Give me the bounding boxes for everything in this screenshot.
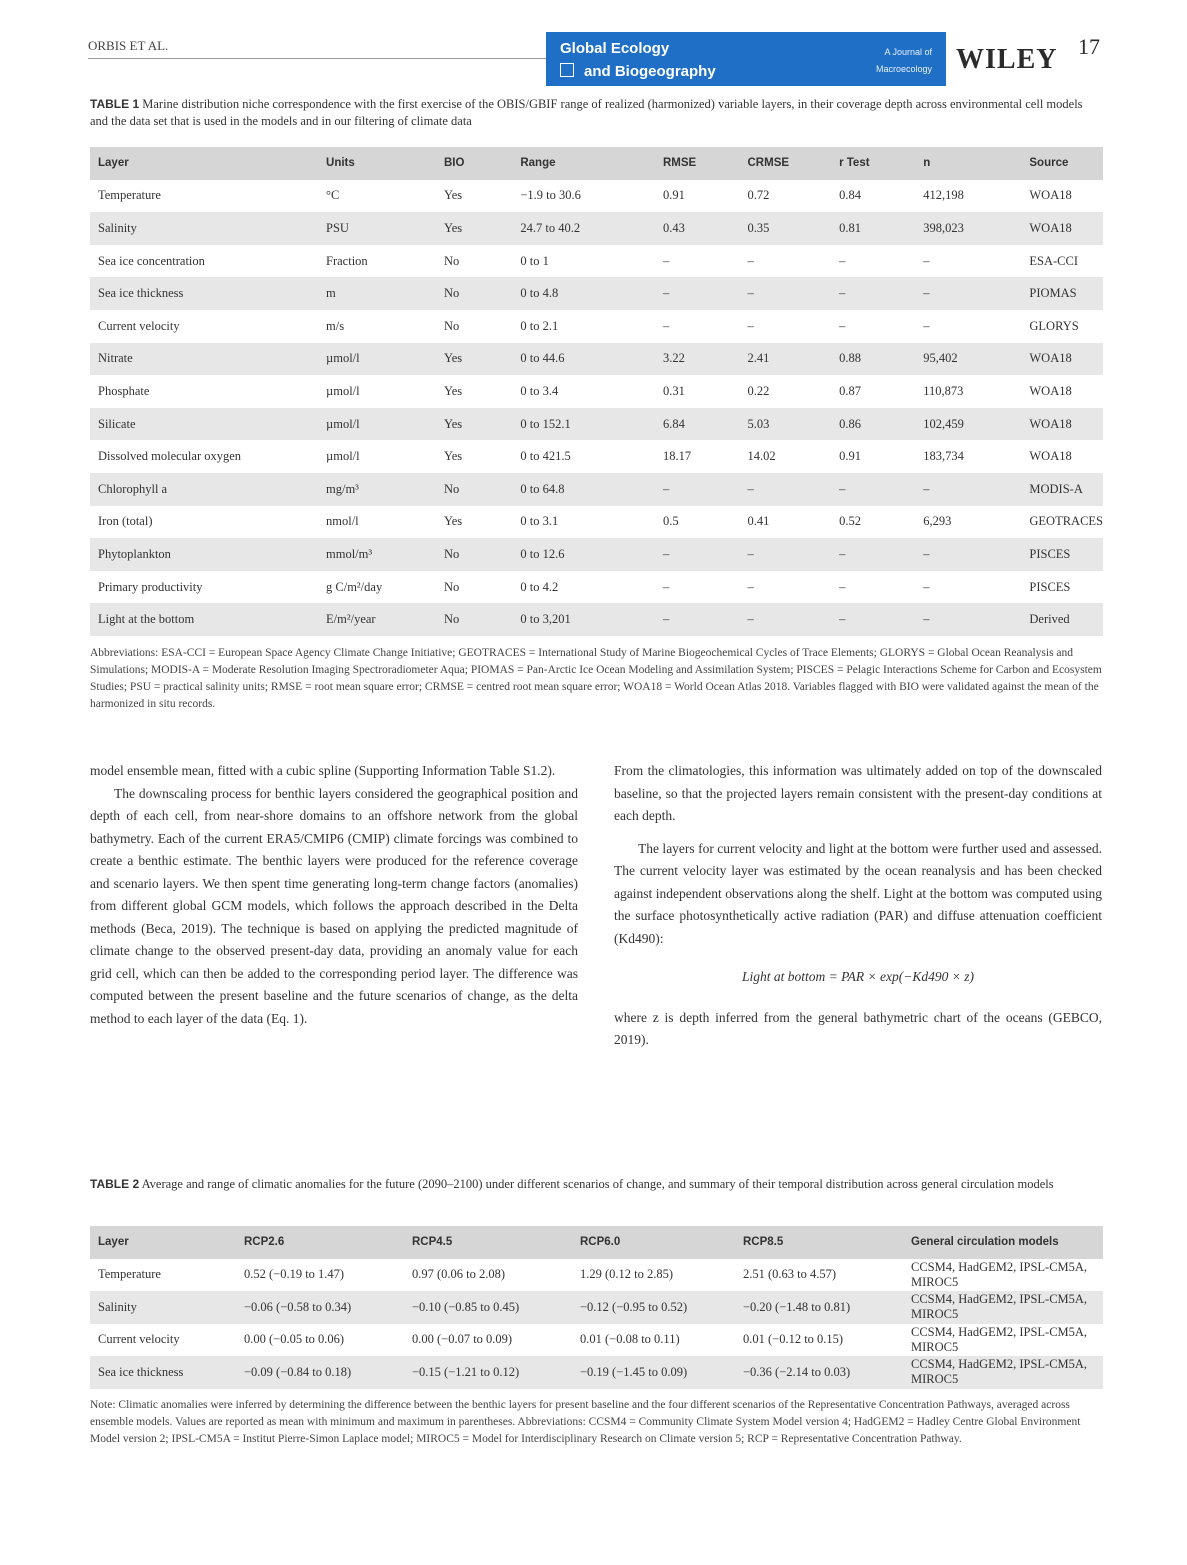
table-cell: 0.91 <box>662 188 685 203</box>
table-cell: g C/m²/day <box>326 579 383 594</box>
table-cell: Chlorophyll a <box>98 481 168 496</box>
table-cell: Nitrate <box>98 351 133 366</box>
table-cell: PIOMAS <box>1029 286 1077 301</box>
table-cell: – <box>747 546 754 561</box>
table-cell: WOA18 <box>1029 383 1072 398</box>
table-cell: PISCES <box>1029 546 1071 561</box>
table-cell: – <box>839 253 846 268</box>
table-row <box>90 1259 1103 1292</box>
body-paragraph: The layers for current velocity and light at the bottom were further used and assessed. The current velocity layer was estimated by the ocean reanalysis and has been checked against independent observations along the shelf. Light at the bottom was computed using the surface photosynthetically active radiation (PAR) and diffuse attenuation coefficient (Kd490): <box>614 840 1102 946</box>
table-cell: 183,734 <box>923 449 964 464</box>
table-cell: 0.43 <box>662 220 685 235</box>
table-cell: 0.52 <box>839 514 861 529</box>
table-cell: 398,023 <box>923 220 964 235</box>
table-cell: −0.19 (−1.45 to 0.09) <box>580 1364 688 1379</box>
table-cell: Phytoplankton <box>98 546 171 561</box>
table-cell: No <box>443 612 460 627</box>
journal-logo-icon <box>560 63 574 77</box>
table-cell: – <box>662 579 670 594</box>
body-paragraph: model ensemble mean, fitted with a cubic spline (Supporting Information Table S1.2). <box>90 763 556 778</box>
table-cell: No <box>443 481 460 496</box>
journal-title-line2-text: and Biogeography <box>584 63 716 80</box>
table-row <box>90 375 1103 408</box>
table-cell: 0.84 <box>839 188 861 203</box>
table-cell: 0 to 64.8 <box>520 481 565 496</box>
table-cell: 2.51 (0.63 to 4.57) <box>743 1267 837 1282</box>
table-cell: – <box>662 481 670 496</box>
table-cell: 6,293 <box>923 514 952 529</box>
journal-title-line1: Global Ecology <box>560 40 670 57</box>
table-cell: 0.81 <box>839 220 861 235</box>
table-cell: −0.10 (−0.85 to 0.45) <box>412 1299 520 1314</box>
table-cell: – <box>923 579 930 594</box>
table-cell: – <box>839 612 846 627</box>
table-cell: No <box>443 579 460 594</box>
table-cell: 0 to 44.6 <box>520 351 565 366</box>
table-cell: 102,459 <box>923 416 964 431</box>
table-cell: – <box>839 481 846 496</box>
table-row <box>90 277 1103 310</box>
table-cell: Phosphate <box>98 383 150 398</box>
table-cell: GEOTRACES <box>1029 514 1103 529</box>
table-cell: −0.09 (−0.84 to 0.18) <box>244 1364 352 1379</box>
table-cell: PSU <box>326 220 349 235</box>
table1-header: Units <box>326 157 355 170</box>
table-cell: 0.00 (−0.07 to 0.09) <box>412 1332 513 1347</box>
table-row <box>90 310 1103 343</box>
table-cell: – <box>747 579 754 594</box>
journal-title-line2 <box>560 63 716 80</box>
table-cell: – <box>747 253 754 268</box>
table-cell: −0.06 (−0.58 to 0.34) <box>244 1299 352 1314</box>
journal-subtitle-1: A Journal of <box>884 47 932 57</box>
equation: Light at bottom = PAR × exp(−Kd490 × z) <box>742 969 974 984</box>
body-paragraph: The downscaling process for benthic layers considered the geographical position and depth of each cell, from near-shore domains to an offshore network from the global bathymetry. Each of the current ERA5/CMIP6 (CMIP) climate forcings was combined to create a benthic estimate. The benthic layers were produced for the reference coverage and scenario layers. We then spent time generating long-term change factors (anomalies) from different global GCM models, which follows the approach described in the Delta methods (Beca, 2019). The technique is based on applying the predicted magnitude of climate change to the observed present-day data, providing an anomaly value for each grid cell, which can then be added to the corresponding period layer. The difference was computed between the present baseline and the future scenarios of change, as the delta method to each layer of the data (Eq. 1). <box>90 785 578 1026</box>
table-row <box>90 343 1103 376</box>
table-cell: nmol/l <box>326 514 359 529</box>
table-cell: Silicate <box>98 416 136 431</box>
table-cell: Salinity <box>98 220 137 235</box>
table1-header: CRMSE <box>747 157 790 170</box>
table-cell: CCSM4, HadGEM2, IPSL-CM5A, MIROC5 <box>911 1357 1088 1387</box>
table-cell: 0.01 (−0.12 to 0.15) <box>743 1332 844 1347</box>
table-cell: – <box>923 286 930 301</box>
table-cell: – <box>747 318 754 333</box>
table1-header: BIO <box>443 157 465 170</box>
table-cell: Iron (total) <box>98 514 153 529</box>
running-author: ORBIS ET AL. <box>88 38 169 53</box>
table-cell: – <box>662 286 670 301</box>
table-cell: No <box>443 546 460 561</box>
table2-header: RCP2.6 <box>244 1236 285 1249</box>
table-cell: CCSM4, HadGEM2, IPSL-CM5A, MIROC5 <box>911 1324 1088 1354</box>
table-cell: – <box>923 612 930 627</box>
table-cell: ESA-CCI <box>1029 253 1078 268</box>
table2-body <box>90 1259 1103 1389</box>
table-cell: Fraction <box>326 253 368 268</box>
table2-header-row <box>90 1226 1103 1259</box>
table-cell: 0.91 <box>839 449 861 464</box>
table-cell: GLORYS <box>1029 318 1079 333</box>
table-cell: CCSM4, HadGEM2, IPSL-CM5A, MIROC5 <box>911 1259 1088 1289</box>
table-cell: 5.03 <box>747 416 770 431</box>
table-cell: Yes <box>443 351 463 366</box>
table-row <box>90 571 1103 604</box>
table-cell: – <box>662 612 670 627</box>
table1-note: Abbreviations: ESA-CCI = European Space Agency Climate Change Initiative; GEOTRACES = International Study of Marine Biogeochemical Cycles of Trace Elements; GLORYS = Global Ocean Reanalysis and Simulations; MODIS-A = Moderate Resolution Imaging Spectroradiometer Aqua; PIOMAS = Pan-Arctic Ice Ocean Modeling and Assimilation System; PISCES = Pelagic Interactions Scheme for Carbon and Ecosystem Studies; PSU = practical salinity units; RMSE = root mean square error; CRMSE = centred root mean square error; WOA18 = World Ocean Atlas 2018. Variables flagged with BIO were validated against the mean of the harmonized in situ records. <box>90 647 1102 710</box>
table-cell: WOA18 <box>1029 449 1072 464</box>
table-row <box>90 473 1103 506</box>
table-cell: 95,402 <box>923 351 958 366</box>
table-cell: µmol/l <box>326 416 360 431</box>
table-cell: Derived <box>1029 612 1070 627</box>
table-row <box>90 440 1103 473</box>
table-cell: 412,198 <box>923 188 964 203</box>
table-cell: 0 to 3.1 <box>520 514 559 529</box>
page-number: 17 <box>1078 34 1100 59</box>
table-cell: No <box>443 318 460 333</box>
table-cell: No <box>443 286 460 301</box>
table-cell: 24.7 to 40.2 <box>520 220 581 235</box>
table-cell: 2.41 <box>747 351 770 366</box>
table-cell: PISCES <box>1029 579 1071 594</box>
table-cell: 0 to 3.4 <box>520 383 559 398</box>
table-cell: 0.41 <box>747 514 770 529</box>
table-cell: – <box>747 286 754 301</box>
table1-header: Source <box>1029 157 1069 170</box>
table-cell: 0 to 4.8 <box>520 286 559 301</box>
table-cell: E/m²/year <box>326 612 376 627</box>
table-cell: 0.86 <box>839 416 861 431</box>
table-cell: 0.35 <box>747 220 770 235</box>
table-row <box>90 212 1103 245</box>
table-cell: −0.20 (−1.48 to 0.81) <box>743 1299 851 1314</box>
table-cell: – <box>839 546 846 561</box>
table-cell: −1.9 to 30.6 <box>520 188 581 203</box>
table2-caption-label: TABLE 2 <box>90 1177 140 1191</box>
table-cell: 18.17 <box>662 449 692 464</box>
publisher-logo: WILEY <box>956 44 1058 75</box>
table1-caption <box>90 96 1102 130</box>
table-cell: Yes <box>443 416 463 431</box>
table-cell: µmol/l <box>326 383 360 398</box>
table-cell: 14.02 <box>747 449 776 464</box>
table-cell: Yes <box>443 188 463 203</box>
table-cell: WOA18 <box>1029 416 1072 431</box>
table1-header: Range <box>520 157 556 170</box>
table-row <box>90 408 1103 441</box>
table-cell: mmol/m³ <box>326 546 373 561</box>
table-cell: Light at the bottom <box>98 612 195 627</box>
table-cell: 0 to 152.1 <box>520 416 571 431</box>
table-cell: 0.00 (−0.05 to 0.06) <box>244 1332 345 1347</box>
table-cell: 110,873 <box>923 383 964 398</box>
table-cell: Yes <box>443 220 463 235</box>
table-row <box>90 180 1103 213</box>
table-cell: Yes <box>443 383 463 398</box>
table-cell: – <box>662 253 670 268</box>
table2-note: Note: Climatic anomalies were inferred by determining the difference between the benthic layers for present baseline and the four different scenarios of the Representative Concentration Pathways, averaged across ensemble models. Values are reported as mean with minimum and maximum in parentheses. Abbreviations: CCSM4 = Community Climate System Model version 4; HadGEM2 = Hadley Centre Global Environment Model version 2; IPSL-CM5A = Institut Pierre-Simon Laplace model; MIROC5 = Model for Interdisciplinary Research on Climate version 5; RCP = Representative Concentration Pathway. <box>90 1399 1081 1445</box>
table1-header: r Test <box>839 157 870 170</box>
table2-header: RCP4.5 <box>412 1236 453 1249</box>
table-cell: WOA18 <box>1029 351 1072 366</box>
table1-header: Layer <box>98 157 129 170</box>
table-cell: 0 to 4.2 <box>520 579 559 594</box>
table-cell: 0 to 421.5 <box>520 449 571 464</box>
table-cell: MODIS-A <box>1029 481 1083 496</box>
table1-body <box>90 180 1103 636</box>
table-cell: −0.12 (−0.95 to 0.52) <box>580 1299 688 1314</box>
table-cell: – <box>839 286 846 301</box>
table-cell: m/s <box>326 318 345 333</box>
table-cell: 0 to 1 <box>520 253 549 268</box>
table2-header: RCP6.0 <box>580 1236 621 1249</box>
table1-caption-text: Marine distribution niche correspondence with the first exercise of the OBIS/GBIF range of realized (harmonized) variable layers, in their coverage depth across environmental cell models and the data set that is used in the models and in our filtering of climate data <box>90 97 1083 128</box>
table-cell: – <box>923 253 930 268</box>
table-cell: – <box>747 481 754 496</box>
table-cell: mg/m³ <box>326 481 359 496</box>
table-row <box>90 1356 1103 1389</box>
table-cell: Current velocity <box>98 1332 180 1347</box>
table-cell: 0.97 (0.06 to 2.08) <box>412 1267 506 1282</box>
table-cell: −0.15 (−1.21 to 0.12) <box>412 1364 520 1379</box>
table-cell: – <box>662 318 670 333</box>
table-cell: CCSM4, HadGEM2, IPSL-CM5A, MIROC5 <box>911 1292 1088 1322</box>
table-cell: Yes <box>443 514 463 529</box>
table-cell: 0 to 2.1 <box>520 318 559 333</box>
table2-header: Layer <box>98 1236 129 1249</box>
table-cell: 0 to 12.6 <box>520 546 565 561</box>
table-cell: Sea ice thickness <box>98 286 184 301</box>
table2-caption-text: Average and range of climatic anomalies for the future (2090–2100) under different scenarios of change, and summary of their temporal distribution across general circulation models <box>141 1177 1054 1191</box>
journal-banner <box>546 32 946 86</box>
table-cell: 0.5 <box>662 514 679 529</box>
table-cell: 0.31 <box>662 383 685 398</box>
table-cell: Temperature <box>98 188 161 203</box>
table-cell: Yes <box>443 449 463 464</box>
table1-caption-label: TABLE 1 <box>90 97 140 111</box>
table-cell: Salinity <box>98 1299 137 1314</box>
table-cell: 0.88 <box>839 351 861 366</box>
table-cell: 0.72 <box>747 188 770 203</box>
table-cell: – <box>747 612 754 627</box>
table-row <box>90 1324 1103 1357</box>
table-cell: µmol/l <box>326 351 360 366</box>
table-cell: 0.01 (−0.08 to 0.11) <box>580 1332 680 1347</box>
journal-subtitle-2: Macroecology <box>875 64 932 74</box>
table2 <box>90 1226 1103 1389</box>
table1-header: RMSE <box>662 157 697 170</box>
table-cell: Current velocity <box>98 318 180 333</box>
table-cell: – <box>923 318 930 333</box>
table-cell: 3.22 <box>662 351 685 366</box>
table-cell: 0 to 3,201 <box>520 612 571 627</box>
table-cell: −0.36 (−2.14 to 0.03) <box>743 1364 851 1379</box>
body-left-column <box>90 760 578 1030</box>
table-cell: – <box>662 546 670 561</box>
table-cell: Temperature <box>98 1267 161 1282</box>
table-cell: 0.87 <box>839 383 861 398</box>
table-cell: Dissolved molecular oxygen <box>98 449 242 464</box>
table-cell: WOA18 <box>1029 220 1072 235</box>
table2-caption <box>90 1176 1102 1193</box>
table-cell: – <box>839 579 846 594</box>
table-cell: – <box>923 546 930 561</box>
table2-header: General circulation models <box>911 1236 1059 1249</box>
table-cell: Primary productivity <box>98 579 203 594</box>
table1-header-row <box>90 147 1103 180</box>
body-right-column <box>614 760 1102 1052</box>
table-cell: – <box>923 481 930 496</box>
table1 <box>90 147 1103 636</box>
body-paragraph: where z is depth inferred from the general bathymetric chart of the oceans (GEBCO, 2019). <box>614 1009 1102 1047</box>
body-paragraph: From the climatologies, this information was ultimately added on top of the downscaled baseline, so that the projected layers remain consistent with the present-day conditions at each depth. <box>614 763 1102 823</box>
table-cell: Sea ice concentration <box>98 253 205 268</box>
table-row <box>90 506 1103 539</box>
table1-header: n <box>923 157 931 170</box>
table-cell: – <box>839 318 846 333</box>
table-row <box>90 1291 1103 1324</box>
table-cell: 6.84 <box>662 416 685 431</box>
table-cell: 0.22 <box>747 383 770 398</box>
table-cell: Sea ice thickness <box>98 1364 184 1379</box>
table-cell: µmol/l <box>326 449 360 464</box>
table-row <box>90 245 1103 278</box>
header-rule <box>88 58 546 59</box>
table-cell: 1.29 (0.12 to 2.85) <box>580 1267 674 1282</box>
table-cell: 0.52 (−0.19 to 1.47) <box>244 1267 345 1282</box>
table-row <box>90 603 1103 636</box>
table-cell: No <box>443 253 460 268</box>
table-row <box>90 538 1103 571</box>
table-cell: m <box>326 286 336 301</box>
running-header <box>88 30 1103 88</box>
table-cell: °C <box>326 188 340 203</box>
table-cell: WOA18 <box>1029 188 1072 203</box>
table2-header: RCP8.5 <box>743 1236 784 1249</box>
